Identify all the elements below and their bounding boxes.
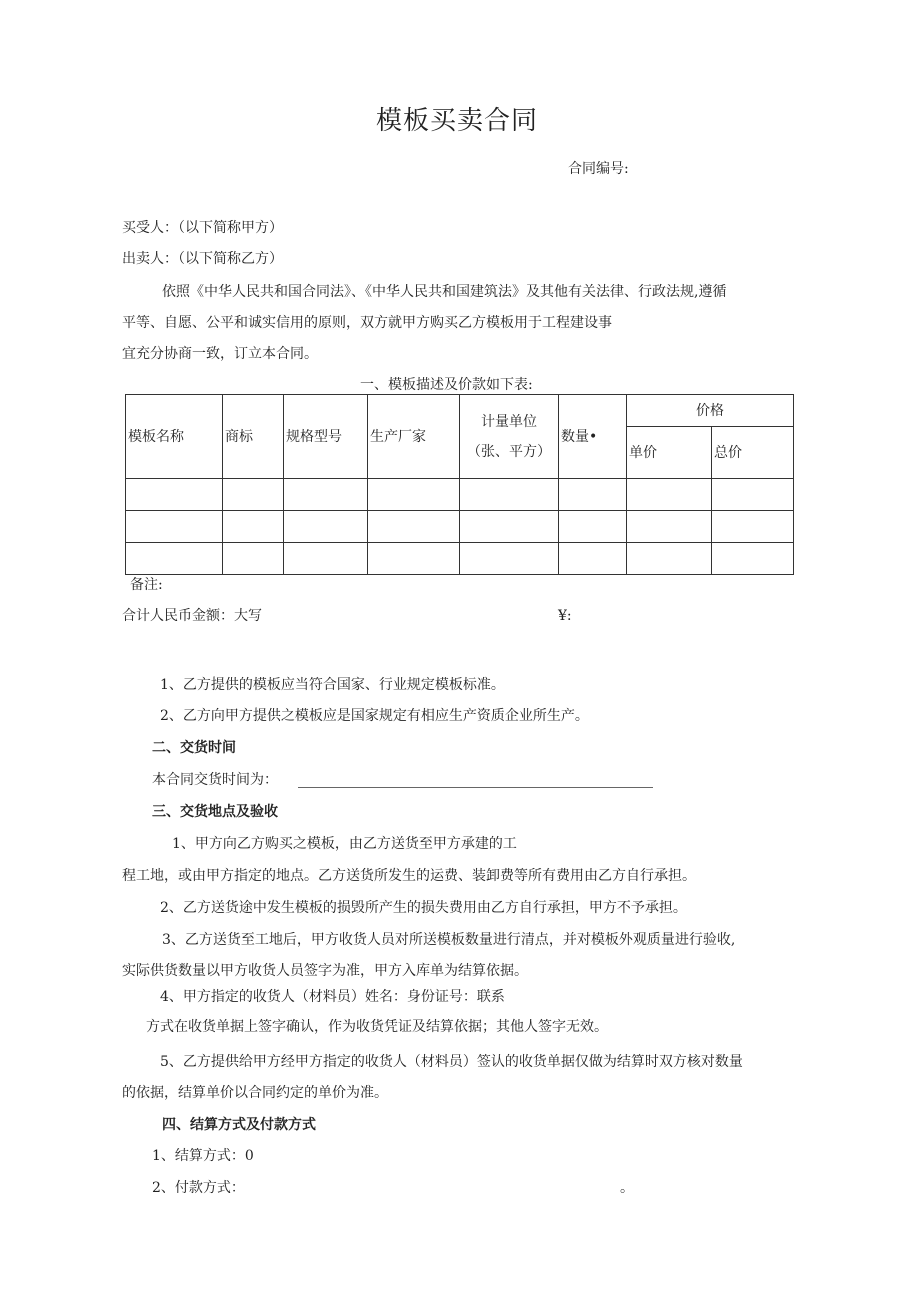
section-3-clause-3a: 3、乙方送货至工地后，甲方收货人员对所送模板数量进行清点，并对模板外观质量进行验收, bbox=[162, 932, 736, 948]
header-price-char-2: 格 bbox=[710, 402, 724, 419]
settlement-method: 1、结算方式：0 bbox=[152, 1148, 254, 1164]
clause-2: 2、乙方向甲方提供之模板应是国家规定有相应生产资质企业所生产。 bbox=[160, 708, 589, 724]
delivery-time-label: 本合同交货时间为： bbox=[152, 772, 278, 788]
section-3-clause-3b: 实际供货数量以甲方收货人员签字为准，甲方入库单为结算依据。 bbox=[122, 963, 528, 979]
header-unit-line-2: （张、平方） bbox=[467, 443, 551, 460]
section-3-clause-5a: 5、乙方提供给甲方经甲方指定的收货人（材料员）签认的收货单据仅做为结算时双方核对数量 bbox=[160, 1054, 743, 1070]
payment-method-end: 。 bbox=[620, 1180, 634, 1196]
header-price bbox=[627, 395, 794, 427]
clause-1: 1、乙方提供的模板应当符合国家、行业规定模板标准。 bbox=[160, 677, 505, 693]
section-3-clause-1b: 程工地，或由甲方指定的地点。乙方送货所发生的运费、装卸费等所有费用由乙方自行承担。 bbox=[122, 868, 696, 884]
table-row bbox=[126, 543, 794, 575]
delivery-time-blank bbox=[298, 787, 653, 788]
remark-label: 备注: bbox=[130, 577, 163, 593]
payment-method: 2、付款方式： bbox=[152, 1180, 245, 1196]
header-template-name: 模板名称 bbox=[126, 395, 223, 479]
section-3-clause-2: 2、乙方送货途中发生模板的损毁所产生的损失费用由乙方自行承担，甲方不予承担。 bbox=[160, 900, 687, 916]
price-table bbox=[125, 394, 794, 575]
section-3-clause-1a: 1、甲方向乙方购买之模板，由乙方送货至甲方承建的工 bbox=[172, 836, 517, 852]
section-2-title: 二、交货时间 bbox=[152, 740, 236, 756]
header-spec: 规格型号 bbox=[284, 395, 368, 479]
section-3-clause-4b: 方式在收货单据上签字确认，作为收货凭证及结算依据；其他人签字无效。 bbox=[146, 1019, 608, 1035]
intro-line-1: 依照《中华人民共和国合同法》、《中华人民共和国建筑法》及其他有关法律、行政法规,遵循 bbox=[162, 284, 727, 300]
section-1-title: 一、模板描述及价款如下表: bbox=[360, 377, 533, 393]
header-maker: 生产厂家 bbox=[368, 395, 460, 479]
header-unit-price: 单价 bbox=[627, 427, 712, 479]
section-4-title: 四、结算方式及付款方式 bbox=[162, 1117, 316, 1133]
header-brand: 商标 bbox=[223, 395, 284, 479]
section-3-clause-4a: 4、甲方指定的收货人（材料员）姓名：身份证号：联系 bbox=[160, 989, 505, 1005]
total-amount-label: 合计人民币金额：大写 bbox=[122, 608, 262, 624]
header-unit bbox=[460, 395, 559, 479]
document-title: 模板买卖合同 bbox=[376, 106, 539, 136]
intro-line-3: 宜充分协商一致，订立本合同。 bbox=[122, 346, 318, 362]
yen-label: ¥: bbox=[558, 608, 572, 624]
section-3-clause-5b: 的依据，结算单价以合同约定的单价为准。 bbox=[122, 1085, 388, 1101]
section-3-title: 三、交货地点及验收 bbox=[152, 804, 278, 820]
intro-line-2: 平等、自愿、公平和诚实信用的原则，双方就甲方购买乙方模板用于工程建设事 bbox=[122, 315, 612, 331]
contract-number-label: 合同编号: bbox=[568, 161, 629, 177]
table-row bbox=[126, 479, 794, 511]
seller-line: 出卖人：（以下简称乙方） bbox=[122, 251, 283, 267]
buyer-line: 买受人：（以下简称甲方） bbox=[122, 220, 283, 236]
header-quantity: 数量• bbox=[559, 395, 627, 479]
header-total-price: 总价 bbox=[712, 427, 794, 479]
table-row bbox=[126, 511, 794, 543]
header-price-char-1: 价 bbox=[696, 402, 710, 419]
header-unit-line-1: 计量单位 bbox=[481, 413, 537, 430]
